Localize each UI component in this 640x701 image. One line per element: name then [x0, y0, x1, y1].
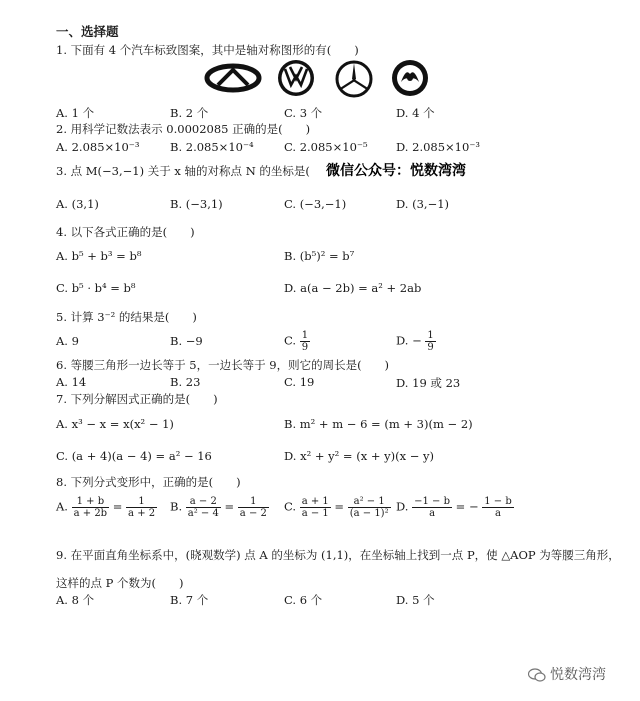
infiniti-logo-icon	[204, 62, 262, 97]
fraction: $\frac{\text{a² − 1}}{\text{(a − 1)²}}$	[349, 496, 389, 519]
fraction: $\frac{1}{9}$	[301, 330, 309, 353]
brand-text: 悦数湾湾	[550, 667, 606, 683]
option-a[interactable]: A. (3,1)	[56, 197, 99, 211]
option-d[interactable]: D. − $\frac{1}{9}$	[396, 330, 434, 353]
option-a[interactable]: A. b⁵ + b³ = b⁸	[56, 249, 142, 263]
fraction: $\frac{a - 2}{\text{a² − 4}}$	[187, 496, 219, 519]
option-b[interactable]: B. m² + m − 6 = (m + 3)(m − 2)	[284, 417, 473, 431]
option-d[interactable]: D. a(a − 2b) = a² + 2ab	[284, 281, 422, 295]
question-9-options	[0, 592, 640, 608]
option-a[interactable]: A. 8 个	[56, 593, 95, 607]
wechat-icon	[528, 668, 546, 682]
option-a[interactable]: A. 2.085×10⁻³	[56, 140, 140, 154]
fraction: $\frac{1 + b}{a + 2b}$	[73, 496, 108, 519]
section-title: 一、选择题	[56, 24, 119, 39]
question-4-options-row1	[0, 249, 640, 265]
option-c[interactable]: C. 2.085×10⁻⁵	[284, 140, 368, 154]
option-c[interactable]: C. 6 个	[284, 593, 323, 607]
mercedes-logo-icon	[334, 59, 374, 102]
option-b[interactable]: B. $\frac{a - 2}{\text{a² − 4}}$ = $\frac{1}{a - 2}$	[170, 496, 267, 519]
question-3-options	[0, 197, 640, 213]
question-7-options-row2	[0, 449, 640, 465]
question-5-options	[0, 330, 640, 356]
question-9-stem: 9. 在平面直角坐标系中，(晓观数学) 点 A 的坐标为 (1,1)，在坐标轴上找到一点 P，使 △AOP 为等腰三角形，	[56, 548, 620, 562]
question-4-stem: 4. 以下各式正确的是( )	[56, 225, 195, 239]
question-2-options	[0, 140, 640, 156]
option-d[interactable]: D. 4 个	[396, 106, 435, 120]
option-a[interactable]: A. $\frac{1 + b}{a + 2b}$ = $\frac{1}{a + 2}$	[56, 496, 156, 519]
question-7-options-row1	[0, 417, 640, 433]
option-b[interactable]: B. 23	[170, 375, 201, 389]
option-b[interactable]: B. 2 个	[170, 106, 209, 120]
brand-mark	[528, 664, 606, 684]
question-1-options	[0, 105, 640, 121]
option-d[interactable]: D. $\frac{-1 - b}{a}$ = − $\frac{1 - b}{a}$	[396, 496, 512, 519]
volkswagen-logo-icon	[276, 58, 316, 101]
option-c[interactable]: C. (−3,−1)	[284, 197, 347, 211]
option-a[interactable]: A. 1 个	[56, 106, 95, 120]
question-7-stem: 7. 下列分解因式正确的是( )	[56, 392, 218, 406]
question-9-stem-line2: 这样的点 P 个数为( )	[56, 576, 184, 590]
option-c[interactable]: C. (a + 4)(a − 4) = a² − 16	[56, 449, 212, 463]
fraction: $\frac{a + 1}{a - 1}$	[301, 496, 329, 519]
option-b[interactable]: B. (−3,1)	[170, 197, 223, 211]
question-3-stem: 3. 点 M(−3,−1) 关于 x 轴的对称点 N 的坐标是( )	[56, 164, 338, 178]
question-4-options-row2	[0, 281, 640, 297]
option-a[interactable]: A. x³ − x = x(x² − 1)	[56, 417, 174, 431]
question-1-stem: 1. 下面有 4 个汽车标致图案，其中是轴对称图形的有( )	[56, 43, 359, 57]
option-c[interactable]: C. $\frac{a + 1}{a - 1}$ = $\frac{\text{a² − 1}}{\text{(a − 1)²}}$	[284, 496, 389, 519]
option-a[interactable]: A. 14	[56, 375, 87, 389]
option-c[interactable]: C. $\frac{1}{9}$	[284, 330, 309, 353]
watermark: 微信公众号：悦数湾湾	[326, 163, 466, 179]
fraction: $\frac{1}{a - 2}$	[239, 496, 267, 519]
question-8-options	[0, 496, 640, 530]
option-b[interactable]: B. 7 个	[170, 593, 209, 607]
question-6-stem: 6. 等腰三角形一边长等于 5，一边长等于 9，则它的周长是( )	[56, 358, 390, 372]
option-d[interactable]: D. (3,−1)	[396, 197, 450, 211]
question-8-stem: 8. 下列分式变形中，正确的是( )	[56, 475, 241, 489]
fraction: $\frac{1}{a + 2}$	[128, 496, 156, 519]
option-c[interactable]: C. b⁵ · b⁴ = b⁸	[56, 281, 136, 295]
option-d[interactable]: D. 2.085×10⁻³	[396, 140, 480, 154]
option-b[interactable]: B. (b⁵)² = b⁷	[284, 249, 355, 263]
option-d[interactable]: D. 5 个	[396, 593, 435, 607]
fraction: $\frac{-1 - b}{a}$	[414, 496, 451, 519]
fraction: $\frac{1}{9}$	[427, 330, 434, 353]
option-b[interactable]: B. 2.085×10⁻⁴	[170, 140, 254, 154]
option-d[interactable]: D. x² + y² = (x + y)(x − y)	[284, 449, 435, 463]
fraction: $\frac{1 - b}{a}$	[484, 496, 512, 519]
question-6-options	[0, 375, 640, 391]
question-2-stem: 2. 用科学记数法表示 0.0002085 正确的是( )	[56, 122, 311, 136]
option-b[interactable]: B. −9	[170, 334, 203, 348]
question-5-stem: 5. 计算 3⁻² 的结果是( )	[56, 310, 197, 324]
option-d[interactable]: D. 19 或 23	[396, 376, 461, 390]
option-c[interactable]: C. 3 个	[284, 106, 323, 120]
option-c[interactable]: C. 19	[284, 375, 315, 389]
option-a[interactable]: A. 9	[56, 334, 79, 348]
dongfeng-logo-icon	[390, 58, 430, 101]
